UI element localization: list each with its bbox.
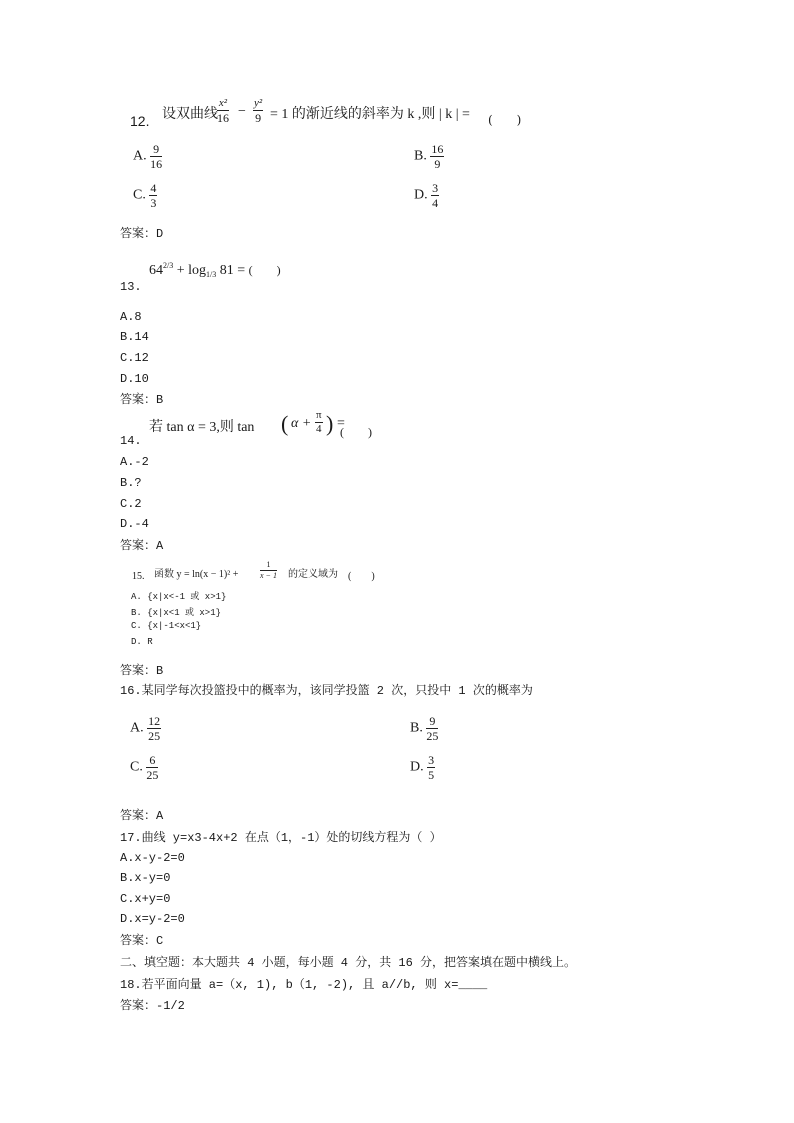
q14-option-a: A.-2	[120, 455, 149, 469]
q16-option-c	[130, 754, 158, 781]
q18-stem: 18.若平面向量 a=（x, 1), b（1, -2), 且 a//b, 则 x=____	[120, 978, 488, 992]
q12-option-c	[133, 182, 157, 209]
q13-option-b: B.14	[120, 330, 149, 344]
q12-x-squared: x²	[218, 97, 228, 109]
q14-equals: =	[337, 416, 345, 431]
denominator: 25	[426, 729, 439, 743]
option-label: D.	[414, 187, 428, 203]
option-label: C.	[130, 759, 143, 775]
q15-option-c: C. {x|-1<x<1}	[131, 621, 202, 631]
q15-numerator: 1	[260, 561, 277, 571]
q13-log: + log	[176, 263, 207, 278]
q15-answer: 答案：B	[120, 664, 164, 678]
option-fraction	[149, 182, 157, 209]
option-fraction	[146, 754, 158, 781]
q13-log-arg: 81 =	[219, 263, 246, 278]
q15-option-b: B. {x|x<1 或 x>1}	[131, 608, 222, 618]
q13-paren: ( )	[248, 263, 281, 277]
q12-stem-suffix: = 1 的渐近线的斜率为 k ,则 | k | =	[270, 107, 470, 122]
q15-option-a: A. {x|x<-1 或 x>1}	[131, 592, 227, 602]
option-label: B.	[414, 148, 427, 164]
q12-option-a	[133, 143, 162, 170]
q17-option-d: D.x=y-2=0	[120, 912, 185, 926]
option-label: A.	[130, 720, 144, 736]
numerator: 3	[428, 753, 435, 767]
denominator: 25	[146, 768, 159, 782]
option-fraction	[430, 143, 444, 170]
q14-option-c: C.2	[120, 497, 142, 511]
q15-option-d: D. R	[131, 637, 153, 647]
q18-answer: 答案：-1/2	[120, 999, 185, 1013]
q14-stem-prefix: 若 tan α = 3,则 tan	[149, 420, 255, 435]
q14-pi-over-4	[315, 410, 323, 435]
q13-expression	[149, 261, 281, 279]
q14-right-paren: )	[326, 411, 334, 436]
denominator: 4	[432, 196, 439, 210]
q15-number: 15.	[132, 571, 145, 582]
q14-number: 14.	[120, 434, 142, 448]
option-label: A.	[133, 148, 147, 164]
option-fraction	[431, 182, 439, 209]
q16-answer: 答案：A	[120, 809, 164, 823]
q12-number: 12.	[130, 113, 150, 129]
q16-option-b	[410, 715, 438, 742]
q17-option-c: C.x+y=0	[120, 892, 171, 906]
numerator: 9	[426, 715, 438, 729]
q15-fraction	[260, 561, 277, 580]
q17-answer: 答案：C	[120, 934, 164, 948]
q15-paren: ( )	[348, 571, 375, 582]
q14-option-b: B.?	[120, 476, 142, 490]
q12-paren: ( )	[488, 113, 522, 127]
q13-exponent: 2/3	[163, 261, 174, 270]
q16-option-a	[130, 715, 161, 742]
q15-stem-suffix: 的定义域为	[288, 569, 338, 580]
q13-option-d: D.10	[120, 372, 149, 386]
q17-stem: 17.曲线 y=x3-4x+2 在点（1，-1）处的切线方程为（ ）	[120, 831, 442, 845]
numerator: 4	[150, 181, 157, 195]
q17-option-b: B.x-y=0	[120, 871, 171, 885]
q12-den-9: 9	[255, 111, 262, 125]
numerator: 16	[431, 142, 444, 156]
q12-fraction-x	[217, 98, 229, 124]
q12-minus: −	[238, 104, 246, 119]
q12-den-16: 16	[217, 111, 229, 125]
q13-log-base: 1/3	[206, 270, 217, 279]
denominator: 25	[148, 729, 161, 743]
q12-option-d	[414, 182, 439, 209]
q13-number: 13.	[120, 280, 142, 294]
denominator: 16	[150, 157, 163, 171]
q15-stem-prefix: 函数 y = ln(x − 1)² +	[154, 569, 239, 580]
q14-option-d: D.-4	[120, 517, 149, 531]
q16-option-d	[410, 754, 435, 781]
q14-alpha-plus: α +	[291, 416, 312, 431]
q13-option-a: A.8	[120, 310, 142, 324]
option-label: B.	[410, 720, 423, 736]
q14-four: 4	[316, 423, 322, 435]
q14-answer: 答案：A	[120, 539, 164, 553]
numerator: 9	[150, 143, 162, 157]
option-fraction	[150, 143, 162, 170]
option-fraction	[427, 754, 435, 781]
denominator: 5	[428, 768, 435, 782]
numerator: 3	[432, 181, 439, 195]
q12-fraction-y	[253, 98, 263, 124]
option-label: D.	[410, 759, 424, 775]
q13-option-c: C.12	[120, 351, 149, 365]
q12-y-squared: y²	[254, 97, 263, 109]
numerator: 6	[146, 754, 158, 768]
q12-stem-prefix: 设双曲线	[162, 106, 218, 122]
q13-answer: 答案：B	[120, 393, 164, 407]
q17-option-a: A.x-y-2=0	[120, 851, 185, 865]
q13-base: 64	[149, 263, 163, 278]
q16-stem: 16.某同学每次投篮投中的概率为，该同学投篮 2 次，只投中 1 次的概率为	[120, 684, 533, 698]
option-fraction	[426, 715, 438, 742]
option-label: C.	[133, 187, 146, 203]
q14-left-paren: (	[281, 411, 289, 436]
section-heading-fill-in: 二、填空题：本大题共 4 小题，每小题 4 分，共 16 分，把答案填在题中横线上。	[120, 956, 577, 970]
q14-pi: π	[316, 409, 322, 421]
numerator: 12	[148, 714, 161, 728]
q14-paren: ( )	[340, 425, 372, 439]
denominator: 9	[434, 157, 441, 171]
q12-option-b	[414, 143, 444, 170]
q15-denominator: x − 1	[260, 571, 277, 580]
option-fraction	[147, 715, 161, 742]
denominator: 3	[150, 196, 157, 210]
q12-answer: 答案：D	[120, 227, 164, 241]
